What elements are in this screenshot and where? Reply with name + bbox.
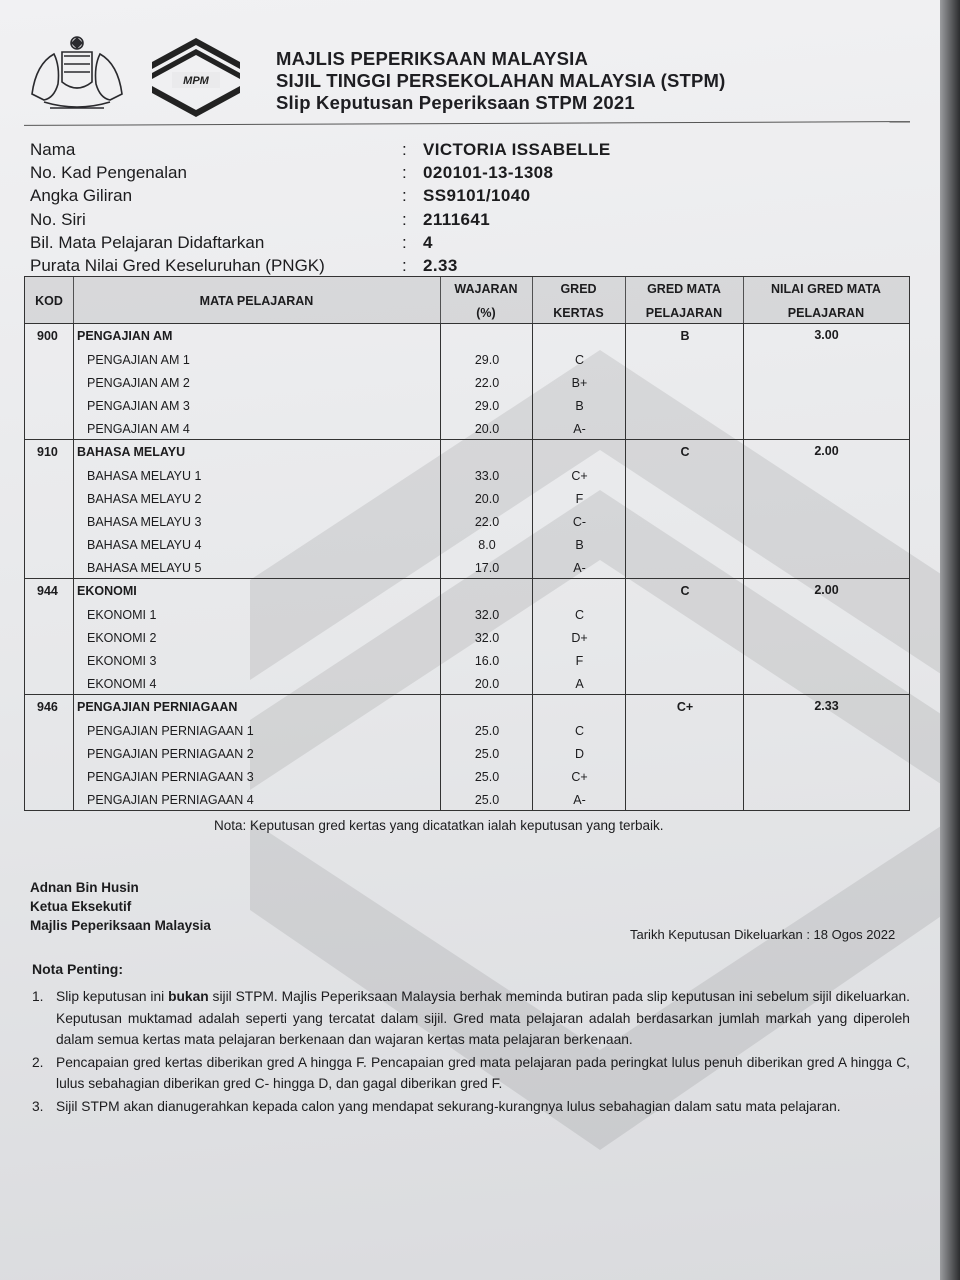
paper-name: PENGAJIAN AM 2	[87, 376, 190, 390]
paper-grade: A-	[573, 561, 586, 575]
info-value: 2111641	[423, 209, 491, 229]
paper-name: PENGAJIAN AM 1	[87, 353, 190, 367]
paper-row	[25, 393, 909, 416]
paper-name: PENGAJIAN PERNIAGAAN 4	[87, 793, 254, 807]
paper-name: BAHASA MELAYU 4	[87, 538, 202, 552]
paper-name: EKONOMI 4	[87, 677, 157, 691]
paper-name: PENGAJIAN PERNIAGAAN 2	[87, 747, 254, 761]
nota-item	[32, 986, 910, 1051]
paper-weight: 20.0	[474, 422, 500, 436]
paper-row	[25, 741, 909, 764]
info-colon: :	[402, 140, 407, 159]
subject-code: 910	[37, 445, 58, 459]
paper-grade: C	[574, 724, 585, 738]
subject-header-row	[25, 440, 909, 463]
paper-name: BAHASA MELAYU 2	[87, 492, 202, 506]
paper-name: BAHASA MELAYU 5	[87, 561, 202, 575]
subject-grade: C	[680, 445, 690, 459]
paper-weight: 33.0	[474, 469, 500, 483]
header-kod: KOD	[35, 293, 63, 308]
paper-row	[25, 463, 909, 486]
paper-name: PENGAJIAN PERNIAGAAN 3	[87, 770, 254, 784]
paper-row	[25, 347, 909, 370]
info-value: 2.33	[423, 255, 458, 275]
paper-name: EKONOMI 2	[87, 631, 157, 645]
subject-grade-value: 3.00	[814, 328, 839, 342]
header-wajaran	[440, 277, 532, 324]
paper-grade: D	[574, 747, 585, 761]
background-edge	[940, 0, 960, 1280]
header-wajaran-line2: (%)	[476, 305, 496, 320]
subject-name: PENGAJIAN AM	[77, 329, 173, 343]
nota-text: Slip keputusan ini	[56, 989, 169, 1004]
nota-item	[32, 1096, 910, 1118]
paper-name: PENGAJIAN AM 3	[87, 399, 190, 413]
paper-grade: C	[574, 353, 585, 367]
paper-name: EKONOMI 3	[87, 654, 157, 668]
nota-penting-list	[32, 986, 910, 1118]
paper-row	[25, 625, 909, 648]
header-nilai-line2: PELAJARAN	[787, 305, 865, 320]
signatory-org: Majlis Peperiksaan Malaysia	[30, 918, 211, 933]
paper-weight: 17.0	[474, 561, 500, 575]
paper-grade: F	[575, 492, 584, 506]
paper-name: PENGAJIAN PERNIAGAAN 1	[87, 724, 254, 738]
subject-block	[25, 695, 909, 810]
subject-block	[25, 579, 909, 695]
paper-grade: A-	[573, 793, 586, 807]
header-gred-mata-pelajaran	[625, 277, 743, 324]
paper-weight: 20.0	[474, 492, 500, 506]
paper-weight: 20.0	[474, 677, 500, 691]
signature-block	[30, 878, 211, 935]
paper-row	[25, 416, 909, 439]
paper-grade: B	[575, 399, 584, 413]
mpm-logo-icon	[150, 36, 242, 118]
signatory-name: Adnan Bin Husin	[30, 880, 139, 895]
paper-weight: 32.0	[474, 631, 500, 645]
info-row	[30, 186, 910, 209]
paper-row	[25, 764, 909, 787]
paper-grade: C-	[572, 515, 587, 529]
nota-text: sijil STPM. Majlis Peperiksaan Malaysia berhak meminda butiran pada slip keputusan ini sebelum sijil dikeluarkan. Keputusan muktamad adalah seperti yang tercatat dalam sijil. Gred mata pelajaran adalah berdasarkan jumlah markah yang diperoleh dalam semua kertas mata pelajaran berkenaan dan wajaran kertas mata pelajaran berkenaan.	[56, 989, 910, 1047]
paper-weight: 25.0	[474, 724, 500, 738]
info-value: VICTORIA ISSABELLE	[423, 140, 611, 159]
release-date: Tarikh Keputusan Dikeluarkan : 18 Ogos 2022	[630, 927, 896, 942]
paper-row	[25, 787, 909, 810]
subject-block	[25, 440, 909, 579]
paper-weight: 22.0	[474, 515, 500, 529]
nota-penting-title: Nota Penting:	[32, 961, 123, 977]
subject-header-row	[25, 579, 909, 602]
paper-grade: D+	[571, 631, 588, 645]
coat-of-arms-icon	[24, 34, 130, 112]
info-colon: :	[402, 255, 407, 275]
subject-header-row	[25, 324, 909, 347]
info-label: No. Kad Pengenalan	[30, 163, 187, 183]
info-row	[30, 163, 910, 186]
header-gred-mp-line2: PELAJARAN	[645, 305, 723, 320]
info-label: Angka Giliran	[30, 186, 133, 206]
info-colon: :	[402, 163, 407, 183]
svg-text:MPM: MPM	[183, 75, 209, 87]
table-header	[25, 277, 909, 324]
info-value: SS9101/1040	[423, 186, 531, 206]
nota-item	[32, 1052, 910, 1095]
paper-weight: 22.0	[474, 376, 500, 390]
paper-name: BAHASA MELAYU 1	[87, 469, 202, 483]
paper-row	[25, 486, 909, 509]
paper-row	[25, 370, 909, 393]
signatory-title: Ketua Eksekutif	[30, 899, 132, 914]
subject-name: PENGAJIAN PERNIAGAAN	[77, 700, 238, 714]
paper-name: EKONOMI 1	[87, 608, 157, 622]
header-divider	[24, 121, 910, 126]
info-label: Purata Nilai Gred Keseluruhan (PNGK)	[30, 255, 325, 275]
paper-weight: 25.0	[474, 747, 500, 761]
info-row	[30, 233, 910, 256]
results-table	[24, 276, 910, 811]
paper-grade: B	[575, 538, 584, 552]
subject-block	[25, 324, 909, 440]
paper-weight: 8.0	[478, 538, 496, 552]
paper-grade: F	[575, 654, 584, 668]
paper-grade: C	[574, 608, 585, 622]
nota-number: 1.	[32, 989, 44, 1004]
info-value: 020101-13-1308	[423, 163, 554, 183]
paper-row	[25, 671, 909, 694]
info-value: 4	[423, 232, 433, 252]
subject-code: 900	[37, 329, 58, 343]
table-note: Nota: Keputusan gred kertas yang dicatatkan ialah keputusan yang terbaik.	[214, 818, 664, 833]
subject-name: EKONOMI	[77, 584, 137, 598]
info-colon: :	[402, 232, 407, 252]
info-label: No. Siri	[30, 209, 86, 229]
paper-weight: 29.0	[474, 399, 500, 413]
info-row	[30, 140, 910, 163]
info-row	[30, 210, 910, 233]
paper-grade: C+	[571, 770, 588, 784]
header-nilai-line1: NILAI GRED MATA	[771, 281, 881, 296]
paper-row	[25, 509, 909, 532]
header-mata-pelajaran: MATA PELAJARAN	[199, 293, 314, 308]
paper-weight: 25.0	[474, 770, 500, 784]
paper-row	[25, 648, 909, 671]
header-gred-mp-line1: GRED MATA	[647, 281, 721, 296]
header-gred-kertas	[532, 277, 625, 324]
subject-code: 944	[37, 584, 58, 598]
info-colon: :	[402, 209, 407, 229]
info-label: Nama	[30, 140, 76, 159]
header-wajaran-line1: WAJARAN	[454, 281, 518, 296]
subject-header-row	[25, 695, 909, 718]
header-nilai-gred	[743, 277, 909, 324]
subject-grade: B	[680, 329, 690, 343]
paper-grade: A-	[573, 422, 586, 436]
info-colon: :	[402, 186, 407, 206]
paper-grade: B+	[571, 376, 588, 390]
paper-grade: C+	[571, 469, 588, 483]
paper-row	[25, 555, 909, 578]
header-line-1: MAJLIS PEPERIKSAAN MALAYSIA	[276, 48, 589, 69]
table-body	[25, 324, 909, 810]
header-gred-kertas-line2: KERTAS	[553, 305, 604, 320]
header-line-2: SIJIL TINGGI PERSEKOLAHAN MALAYSIA (STPM)	[276, 70, 726, 91]
subject-grade: C	[680, 584, 690, 598]
paper-row	[25, 718, 909, 741]
nota-text: Sijil STPM akan dianugerahkan kepada calon yang mendapat sekurang-kurangnya lulus sebahagian dalam satu mata pelajaran.	[56, 1098, 841, 1114]
nota-bold-text: bukan	[168, 989, 209, 1004]
paper-row	[25, 532, 909, 555]
slip-header	[276, 48, 726, 114]
subject-grade-value: 2.33	[814, 699, 839, 713]
info-label: Bil. Mata Pelajaran Didaftarkan	[30, 232, 265, 252]
nota-number: 2.	[32, 1054, 44, 1070]
paper-weight: 16.0	[474, 654, 500, 668]
paper-grade: A	[575, 677, 584, 691]
paper-weight: 32.0	[474, 608, 500, 622]
paper-name: BAHASA MELAYU 3	[87, 515, 202, 529]
candidate-info	[30, 140, 910, 279]
subject-grade: C+	[676, 700, 694, 714]
subject-code: 946	[37, 700, 58, 714]
header-gred-kertas-line1: GRED	[560, 281, 597, 296]
subject-name: BAHASA MELAYU	[77, 445, 186, 459]
nota-text: Pencapaian gred kertas diberikan gred A hingga F. Pencapaian gred mata pelajaran pada peringkat lulus penuh diberikan gred A hingga C, lulus sebahagian diberikan gred C- hingga D, dan gagal diberikan gred F.	[56, 1054, 910, 1091]
nota-number: 3.	[32, 1098, 44, 1114]
subject-grade-value: 2.00	[814, 444, 839, 458]
subject-grade-value: 2.00	[814, 583, 839, 597]
header-line-3: Slip Keputusan Peperiksaan STPM 2021	[276, 92, 635, 113]
paper-weight: 29.0	[474, 353, 500, 367]
paper-row	[25, 602, 909, 625]
paper-weight: 25.0	[474, 793, 500, 807]
paper-name: PENGAJIAN AM 4	[87, 422, 190, 436]
